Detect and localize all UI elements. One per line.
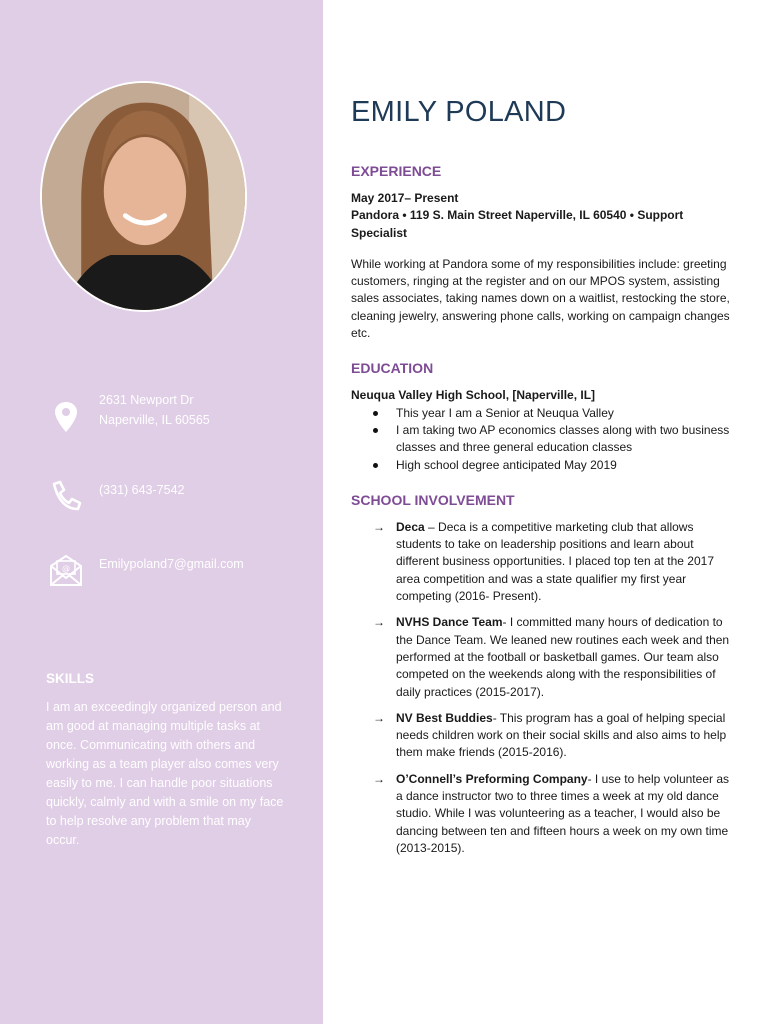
profile-photo [40,81,247,312]
experience-details: Pandora • 119 S. Main Street Naperville, IL 60540 • Support Specialist [351,208,684,240]
education-list [351,405,731,474]
involvement-title: NVHS Dance Team [396,615,503,630]
list-item [351,614,731,700]
involvement-title: O’Connell’s Preforming Company [396,771,588,786]
svg-text:@: @ [62,564,70,573]
location-pin-icon [48,399,84,435]
list-item [351,710,731,762]
email-icon [48,552,84,588]
involvement-title: Deca [396,519,425,534]
list-item: I am taking two AP economics classes along with two business classes and three general education classes [351,422,731,457]
involvement-text: – Deca is a competitive marketing club that allows students to take on leadership positions and learn about different business opportunities. I placed top ten at the 2017 area competition and was a state qualifier my first year competing (2016- Present). [396,519,714,604]
arrow-icon: → [373,519,385,534]
list-item: High school degree anticipated May 2019 [351,457,731,474]
phone-icon [48,478,84,514]
experience-job [351,190,731,242]
main-content [351,96,731,866]
email-text[interactable]: Emilypoland7@gmail.com [99,557,244,571]
sidebar [0,0,323,1024]
address-line-2: Naperville, IL 60565 [99,412,210,427]
involvement-title: NV Best Buddies [396,710,493,725]
involvement-heading: SCHOOL INVOLVEMENT [351,491,515,508]
arrow-icon: → [373,771,385,786]
skills-text: I am an exceedingly organized person and am good at managing multiple tasks at once. Communicating with others and working as a team player also comes very easily to me. I can handle poor situations quickly, calmly and with a smile on my face to help resolve any problem that may occur. [46,700,284,847]
address-block [99,391,210,430]
involvement-list [351,519,731,857]
portrait-image [42,83,245,310]
involvement-text: - This program has a goal of helping special needs children work on their social skills and also aims to help them make friends (2015-2016). [396,710,727,760]
phone-text[interactable]: (331) 643-7542 [99,483,185,497]
arrow-icon: → [373,710,385,725]
experience-heading: EXPERIENCE [351,163,442,179]
experience-description: While working at Pandora some of my responsibilities include: greeting customers, ringing at the register and on our MPOS system, assisting sales associates, taking names down on a waitlist, restocking the store, cleaning jewelry, answering phone calls, working on campaign changes etc. [351,256,730,341]
skills-heading: SKILLS [46,671,95,686]
education-heading: EDUCATION [351,360,434,377]
involvement-text: - I committed many hours of dedication to the Dance Team. We leaned new routines each week and then performed at the football or basketball games. Our team also competed on the weekends along with the responsibilities of daily practices (2015-2017). [396,615,730,699]
list-item [351,519,731,605]
experience-date: May 2017– Present [351,191,459,205]
address-line-1: 2631 Newport Dr [99,393,194,407]
list-item: This year I am a Senior at Neuqua Valley [351,405,731,422]
education-school: Neuqua Valley High School, [Naperville, IL] [351,388,596,403]
list-item [351,771,731,857]
involvement-text: - I use to help volunteer as a dance instructor two to three times a week at my old dance studio. While I was volunteering as a teacher, I would also be dancing between ten and fifteen hours a week on my own time (2013-2015). [396,771,729,855]
resume-name: EMILY POLAND [351,96,567,128]
arrow-icon: → [373,615,385,630]
